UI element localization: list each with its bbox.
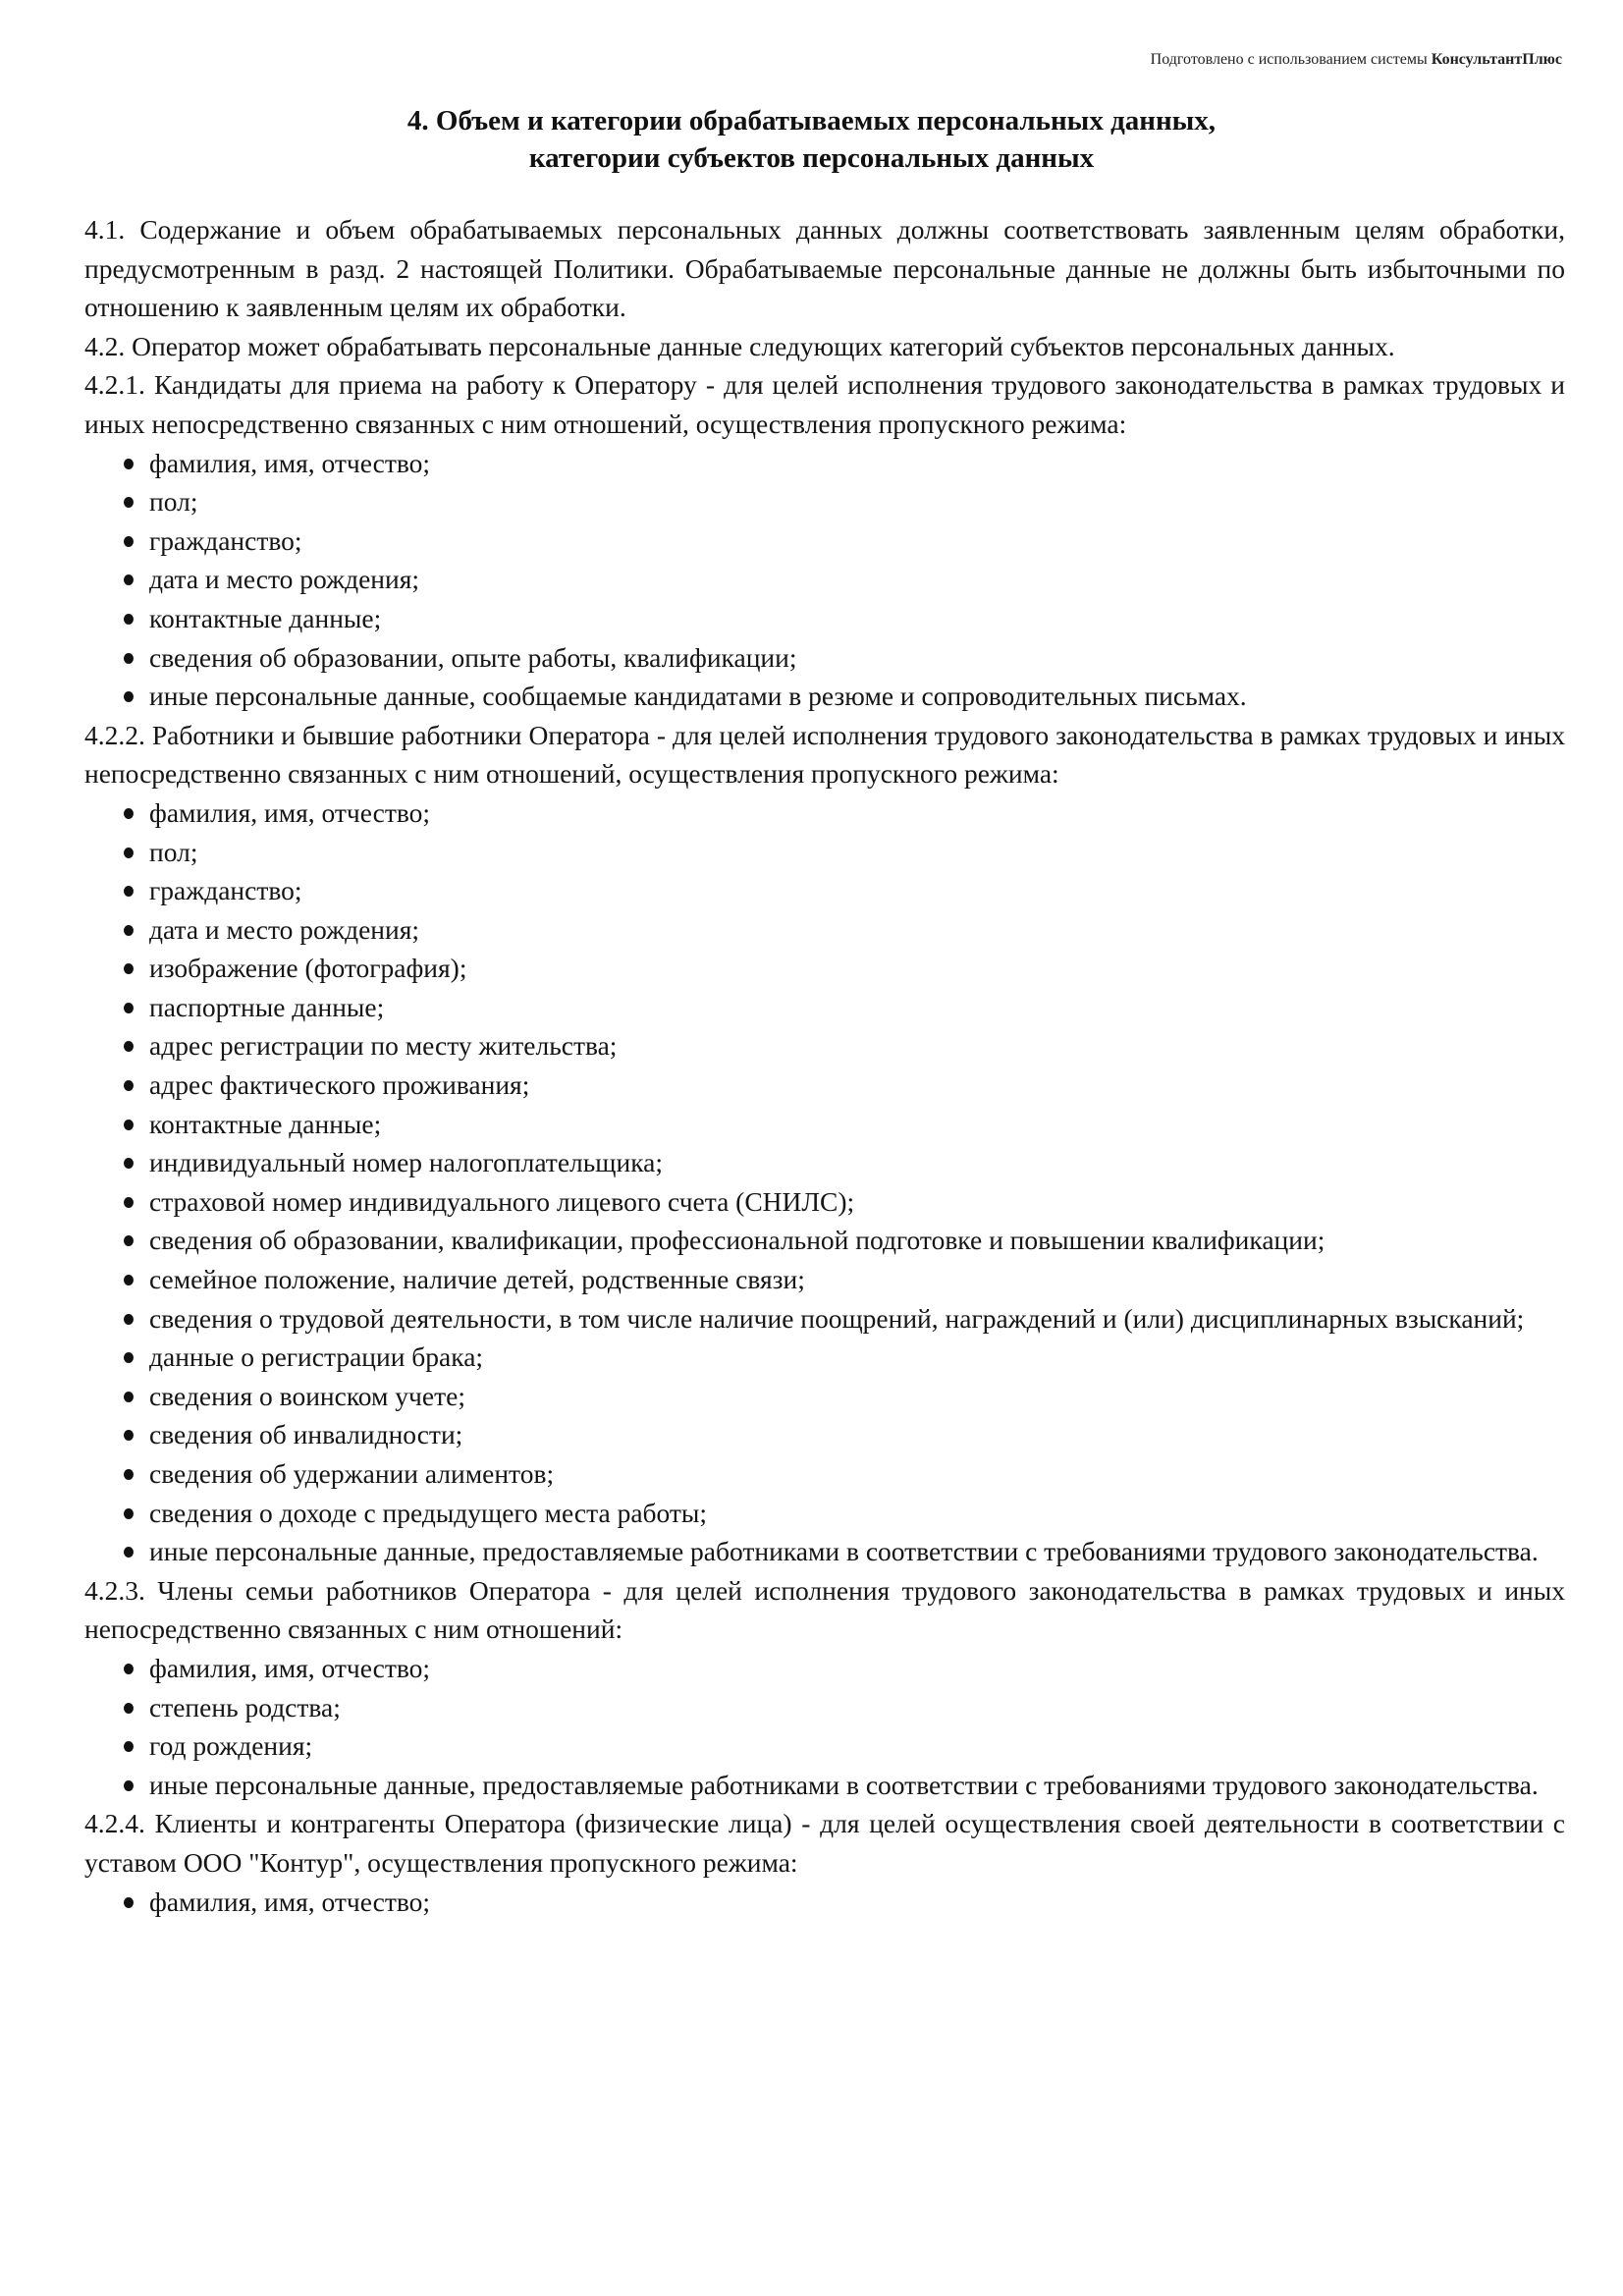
- list-item: [124, 1415, 1565, 1454]
- bullet-icon: [124, 1158, 134, 1169]
- list-item: [124, 1377, 1565, 1416]
- bullet-icon: [124, 1197, 134, 1208]
- list-item-text: фамилия, имя, отчество;: [149, 796, 431, 828]
- list-item-text: фамилия, имя, отчество;: [149, 447, 431, 478]
- list-item: [124, 1454, 1565, 1494]
- section-title-line-2: категории субъектов персональных данных: [528, 142, 1095, 174]
- bullet-icon: [124, 1275, 134, 1285]
- list-item-text: гражданство;: [149, 524, 302, 556]
- list-item: [124, 1649, 1565, 1688]
- bullet-icon: [124, 1508, 134, 1519]
- list-item-text: сведения о доходе с предыдущего места работы;: [149, 1497, 708, 1528]
- paragraph-4-1: 4.1. Содержание и объем обрабатываемых персональных данных должны соответствовать заявленным целям обработки, предусмотренным в разд. 2 настоящей Политики. Обрабатываемые персональные данные не должны быть избыточными по отношению к заявленным целям их обработки.: [84, 214, 1565, 323]
- bullet-icon: [124, 1703, 134, 1714]
- list-item: [124, 677, 1565, 716]
- list-item-text: индивидуальный номер налогоплательщика;: [149, 1147, 663, 1178]
- list-item: [124, 1182, 1565, 1222]
- list-item: [124, 1260, 1565, 1299]
- section-title: [0, 102, 1623, 177]
- list-item-text: контактные данные;: [149, 1108, 382, 1139]
- list-item-text: адрес фактического проживания;: [149, 1069, 530, 1101]
- header-note-brand: КонсультантПлюс: [1431, 51, 1562, 68]
- list-item: [124, 482, 1565, 521]
- bullet-icon: [124, 1041, 134, 1052]
- list-item-text: гражданство;: [149, 875, 302, 906]
- list-item: [124, 988, 1565, 1027]
- list-item: [124, 1105, 1565, 1144]
- bullet-icon: [124, 963, 134, 974]
- list-item-text: страховой номер индивидуального лицевого счета (СНИЛС);: [149, 1185, 855, 1217]
- paragraph-4-2-3: 4.2.3. Члены семьи работников Оператора - для целей исполнения трудового законодательства в рамках трудовых и иных непосредственно связанных с ним отношений:: [84, 1574, 1565, 1645]
- list-item: [124, 638, 1565, 678]
- list-4-2-1: [84, 444, 1565, 716]
- list-item: [124, 1688, 1565, 1727]
- bullet-icon: [124, 1392, 134, 1402]
- list-item-text: дата и место рождения;: [149, 913, 420, 945]
- bullet-icon: [124, 925, 134, 936]
- list-item: [124, 833, 1565, 872]
- list-item-text: сведения об образовании, квалификации, профессиональной подготовке и повышении квалификации;: [149, 1225, 1325, 1256]
- list-item-text: контактные данные;: [149, 602, 382, 633]
- bullet-icon: [124, 614, 134, 625]
- paragraph-4-2-2: 4.2.2. Работники и бывшие работники Оператора - для целей исполнения трудового законодательства в рамках трудовых и иных непосредственно связанных с ним отношений, осуществления пропускного режима:: [84, 719, 1565, 790]
- list-item: [124, 1726, 1565, 1766]
- bullet-icon: [124, 847, 134, 858]
- bullet-icon: [124, 497, 134, 508]
- list-item-text: иные персональные данные, предоставляемые работниками в соответствии с требованиями трудового законодательства.: [149, 1536, 1539, 1567]
- bullet-icon: [124, 886, 134, 897]
- list-item: [124, 871, 1565, 910]
- list-item: [124, 910, 1565, 950]
- list-item-text: пол;: [149, 486, 198, 518]
- bullet-icon: [124, 1780, 134, 1791]
- bullet-icon: [124, 808, 134, 819]
- list-4-2-2: [84, 793, 1565, 1571]
- bullet-icon: [124, 1897, 134, 1908]
- list-item: [124, 521, 1565, 561]
- paragraph-4-2-1: 4.2.1. Кандидаты для приема на работу к Оператору - для целей исполнения трудового законодательства в рамках трудовых и иных непосредственно связанных с ним отношений, осуществления пропускного режима:: [84, 369, 1565, 439]
- bullet-icon: [124, 1430, 134, 1441]
- list-item: [124, 1221, 1565, 1260]
- list-4-2-3: [84, 1649, 1565, 1804]
- bullet-icon: [124, 1547, 134, 1558]
- paragraph-4-2-4: 4.2.4. Клиенты и контрагенты Оператора (физические лица) - для целей осуществления своей деятельности в соответствии с уставом ООО "Контур", осуществления пропускного режима:: [84, 1808, 1565, 1878]
- consultantplus-header-note: [1151, 51, 1562, 69]
- list-item: [124, 444, 1565, 483]
- list-item-text: год рождения;: [149, 1730, 313, 1762]
- list-item-text: паспортные данные;: [149, 991, 385, 1022]
- list-4-2-4: [84, 1883, 1565, 1922]
- list-item: [124, 560, 1565, 599]
- bullet-icon: [124, 536, 134, 547]
- bullet-icon: [124, 1080, 134, 1091]
- list-item-text: степень родства;: [149, 1691, 341, 1722]
- bullet-icon: [124, 1741, 134, 1752]
- list-item: [124, 1883, 1565, 1922]
- bullet-icon: [124, 1352, 134, 1363]
- list-item: [124, 1026, 1565, 1066]
- list-item-text: фамилия, имя, отчество;: [149, 1652, 431, 1683]
- list-item: [124, 599, 1565, 638]
- list-item-text: сведения об инвалидности;: [149, 1419, 463, 1450]
- list-item: [124, 1766, 1565, 1805]
- bullet-icon: [124, 653, 134, 664]
- list-item: [124, 1299, 1565, 1339]
- list-item-text: иные персональные данные, предоставляемые работниками в соответствии с требованиями трудового законодательства.: [149, 1769, 1539, 1800]
- list-item: [124, 1066, 1565, 1105]
- document-body: [84, 210, 1565, 1921]
- list-item: [124, 1532, 1565, 1571]
- list-item-text: семейное положение, наличие детей, родственные связи;: [149, 1264, 805, 1295]
- bullet-icon: [124, 459, 134, 469]
- list-item: [124, 949, 1565, 988]
- bullet-icon: [124, 1664, 134, 1674]
- list-item: [124, 1143, 1565, 1182]
- header-note-prefix: Подготовлено с использованием системы: [1150, 51, 1432, 68]
- section-title-line-1: 4. Объем и категории обрабатываемых персональных данных,: [406, 105, 1217, 137]
- list-item-text: сведения о воинском учете;: [149, 1380, 465, 1411]
- list-item-text: иные персональные данные, сообщаемые кандидатами в резюме и сопроводительных письмах.: [149, 681, 1247, 712]
- bullet-icon: [124, 691, 134, 702]
- bullet-icon: [124, 1120, 134, 1130]
- list-item: [124, 793, 1565, 833]
- bullet-icon: [124, 1235, 134, 1246]
- list-item: [124, 1494, 1565, 1533]
- list-item-text: пол;: [149, 836, 198, 867]
- list-item-text: данные о регистрации брака;: [149, 1341, 484, 1373]
- list-item-text: дата и место рождения;: [149, 564, 420, 595]
- paragraph-4-2: 4.2. Оператор может обрабатывать персональные данные следующих категорий субъектов персональных данных.: [84, 330, 1395, 361]
- list-item-text: фамилия, имя, отчество;: [149, 1886, 431, 1917]
- bullet-icon: [124, 1003, 134, 1013]
- list-item-text: сведения о трудовой деятельности, в том числе наличие поощрений, награждений и (или) дисциплинарных взысканий;: [149, 1302, 1525, 1334]
- list-item: [124, 1338, 1565, 1377]
- bullet-icon: [124, 574, 134, 585]
- list-item-text: адрес регистрации по месту жительства;: [149, 1030, 618, 1062]
- list-item-text: сведения об удержании алиментов;: [149, 1458, 555, 1489]
- list-item-text: изображение (фотография);: [149, 953, 467, 984]
- bullet-icon: [124, 1314, 134, 1325]
- bullet-icon: [124, 1469, 134, 1480]
- list-item-text: сведения об образовании, опыте работы, квалификации;: [149, 641, 797, 673]
